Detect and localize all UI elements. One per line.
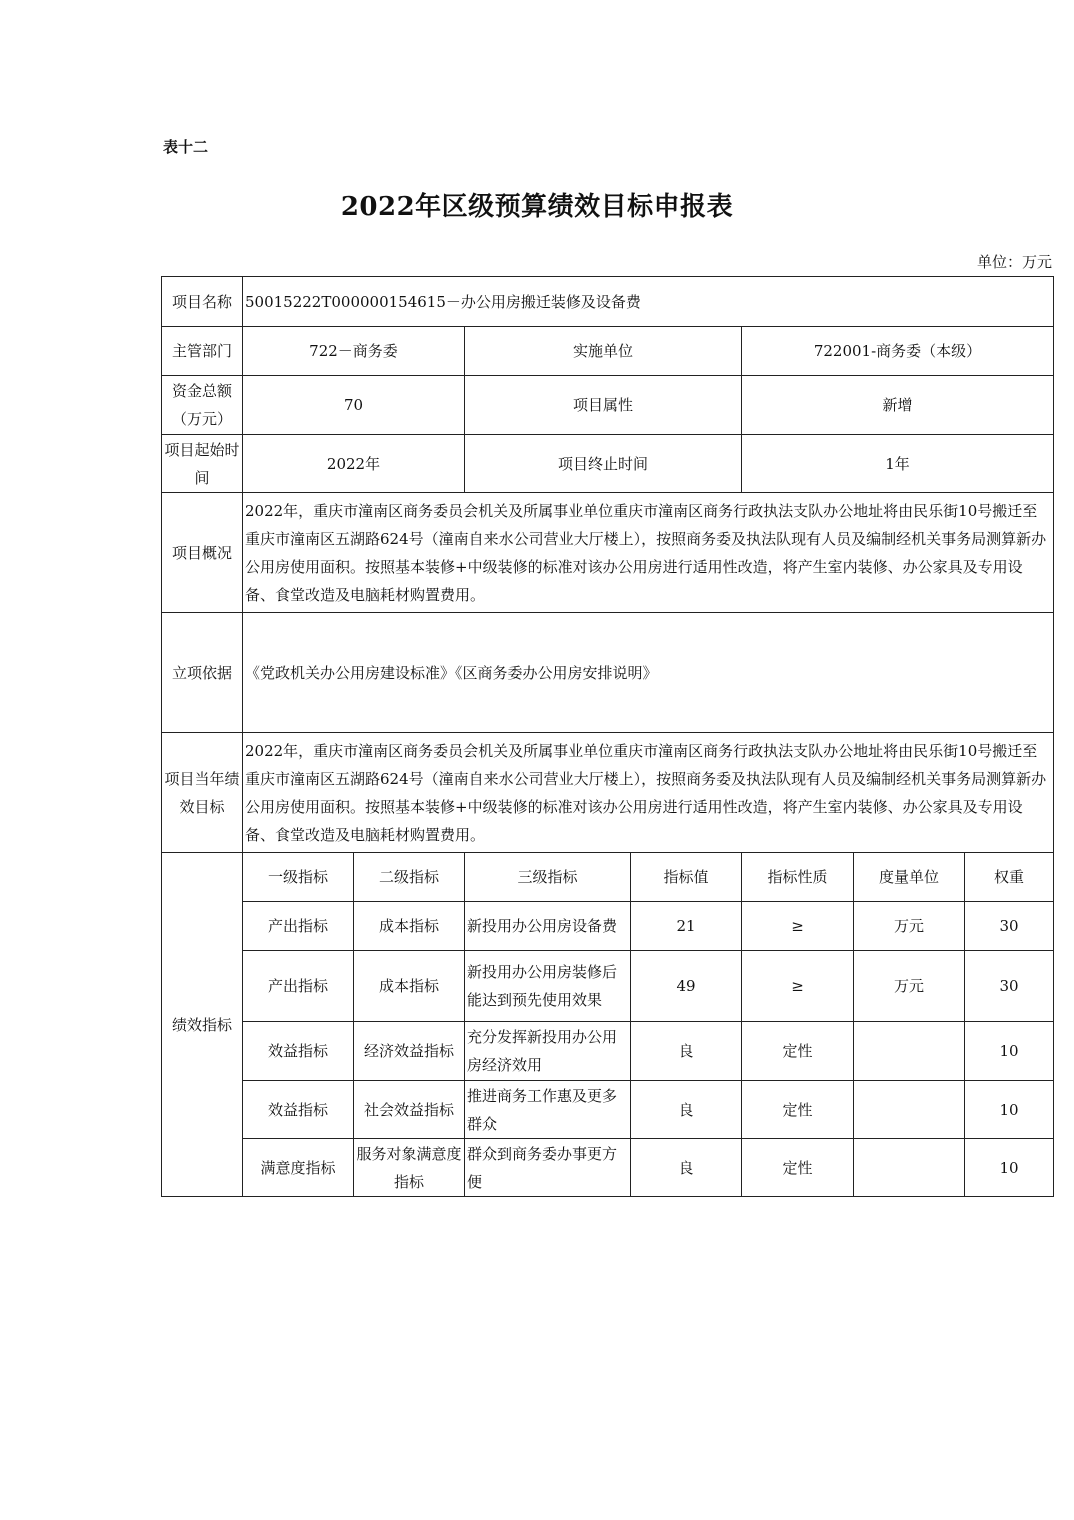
table-row [162, 902, 1054, 951]
cell-level1: 效益指标 [243, 1022, 354, 1081]
header-nature: 指标性质 [742, 853, 854, 902]
start-value: 2022年 [243, 435, 465, 493]
row-department [162, 327, 1054, 376]
row-project-name [162, 277, 1054, 327]
cell-value: 良 [631, 1081, 742, 1139]
impl-unit-value: 722001-商务委（本级） [742, 327, 1054, 376]
cell-unit: 万元 [854, 902, 965, 951]
overview-label: 项目概况 [162, 493, 243, 613]
cell-level2: 经济效益指标 [354, 1022, 465, 1081]
cell-weight: 30 [965, 951, 1054, 1022]
cell-level2: 社会效益指标 [354, 1081, 465, 1139]
header-weight: 权重 [965, 853, 1054, 902]
table-row [162, 1081, 1054, 1139]
cell-unit [854, 1139, 965, 1197]
cell-level1: 产出指标 [243, 902, 354, 951]
cell-level3: 新投用办公用房设备费 [465, 902, 631, 951]
table-label: 表十二 [163, 138, 209, 156]
row-funds [162, 376, 1054, 435]
header-level2: 二级指标 [354, 853, 465, 902]
header-unit: 度量单位 [854, 853, 965, 902]
basis-text: 《党政机关办公用房建设标准》《区商务委办公用房安排说明》 [243, 613, 1054, 733]
cell-level2: 成本指标 [354, 902, 465, 951]
attr-value: 新增 [742, 376, 1054, 435]
cell-level2: 服务对象满意度指标 [354, 1139, 465, 1197]
cell-level1: 效益指标 [243, 1081, 354, 1139]
cell-nature: 定性 [742, 1081, 854, 1139]
dept-label: 主管部门 [162, 327, 243, 376]
project-name-value: 50015222T000000154615－办公用房搬迁装修及设备费 [243, 277, 1054, 327]
end-label: 项目终止时间 [465, 435, 742, 493]
cell-level1: 满意度指标 [243, 1139, 354, 1197]
cell-value: 21 [631, 902, 742, 951]
table-row [162, 951, 1054, 1022]
header-level3: 三级指标 [465, 853, 631, 902]
cell-unit [854, 1022, 965, 1081]
header-value: 指标值 [631, 853, 742, 902]
attr-label: 项目属性 [465, 376, 742, 435]
cell-nature: ≥ [742, 902, 854, 951]
overview-text: 2022年，重庆市潼南区商务委员会机关及所属事业单位重庆市潼南区商务行政执法支队办公地址将由民乐街10号搬迁至重庆市潼南区五湖路624号（潼南自来水公司营业大厅楼上），按照商务委及执法队现有人员及编制经机关事务局测算新办公用房使用面积。按照基本装修+中级装修的标准对该办公用房进行适用性改造，将产生室内装修、办公家具及专用设备、食堂改造及电脑耗材购置费用。 [243, 493, 1054, 613]
dept-value: 722－商务委 [243, 327, 465, 376]
row-period [162, 435, 1054, 493]
project-name-label: 项目名称 [162, 277, 243, 327]
cell-unit [854, 1081, 965, 1139]
cell-value: 49 [631, 951, 742, 1022]
cell-weight: 30 [965, 902, 1054, 951]
row-overview [162, 493, 1054, 613]
table-row [162, 1022, 1054, 1081]
table-row [162, 1139, 1054, 1197]
goal-text: 2022年，重庆市潼南区商务委员会机关及所属事业单位重庆市潼南区商务行政执法支队办公地址将由民乐街10号搬迁至重庆市潼南区五湖路624号（潼南自来水公司营业大厅楼上），按照商务委及执法队现有人员及编制经机关事务局测算新办公用房使用面积。按照基本装修+中级装修的标准对该办公用房进行适用性改造，将产生室内装修、办公家具及专用设备、食堂改造及电脑耗材购置费用。 [243, 733, 1054, 853]
basis-label: 立项依据 [162, 613, 243, 733]
cell-level3: 群众到商务委办事更方便 [465, 1139, 631, 1197]
budget-performance-table [161, 276, 1054, 1197]
cell-weight: 10 [965, 1139, 1054, 1197]
goal-label: 项目当年绩效目标 [162, 733, 243, 853]
header-level1: 一级指标 [243, 853, 354, 902]
cell-value: 良 [631, 1139, 742, 1197]
unit-label: 单位：万元 [976, 253, 1052, 271]
cell-value: 良 [631, 1022, 742, 1081]
indicator-header-row [162, 853, 1054, 902]
cell-weight: 10 [965, 1081, 1054, 1139]
funds-label: 资金总额（万元） [162, 376, 243, 435]
cell-nature: ≥ [742, 951, 854, 1022]
document-title: 2022年区级预算绩效目标申报表 [340, 192, 734, 222]
cell-unit: 万元 [854, 951, 965, 1022]
cell-level3: 新投用办公用房装修后能达到预先使用效果 [465, 951, 631, 1022]
cell-level1: 产出指标 [243, 951, 354, 1022]
row-goal [162, 733, 1054, 853]
cell-level3: 推进商务工作惠及更多群众 [465, 1081, 631, 1139]
cell-weight: 10 [965, 1022, 1054, 1081]
cell-nature: 定性 [742, 1139, 854, 1197]
cell-level2: 成本指标 [354, 951, 465, 1022]
impl-unit-label: 实施单位 [465, 327, 742, 376]
cell-level3: 充分发挥新投用办公用房经济效用 [465, 1022, 631, 1081]
cell-nature: 定性 [742, 1022, 854, 1081]
end-value: 1年 [742, 435, 1054, 493]
indicators-label: 绩效指标 [162, 853, 243, 1197]
funds-value: 70 [243, 376, 465, 435]
row-basis [162, 613, 1054, 733]
start-label: 项目起始时间 [162, 435, 243, 493]
